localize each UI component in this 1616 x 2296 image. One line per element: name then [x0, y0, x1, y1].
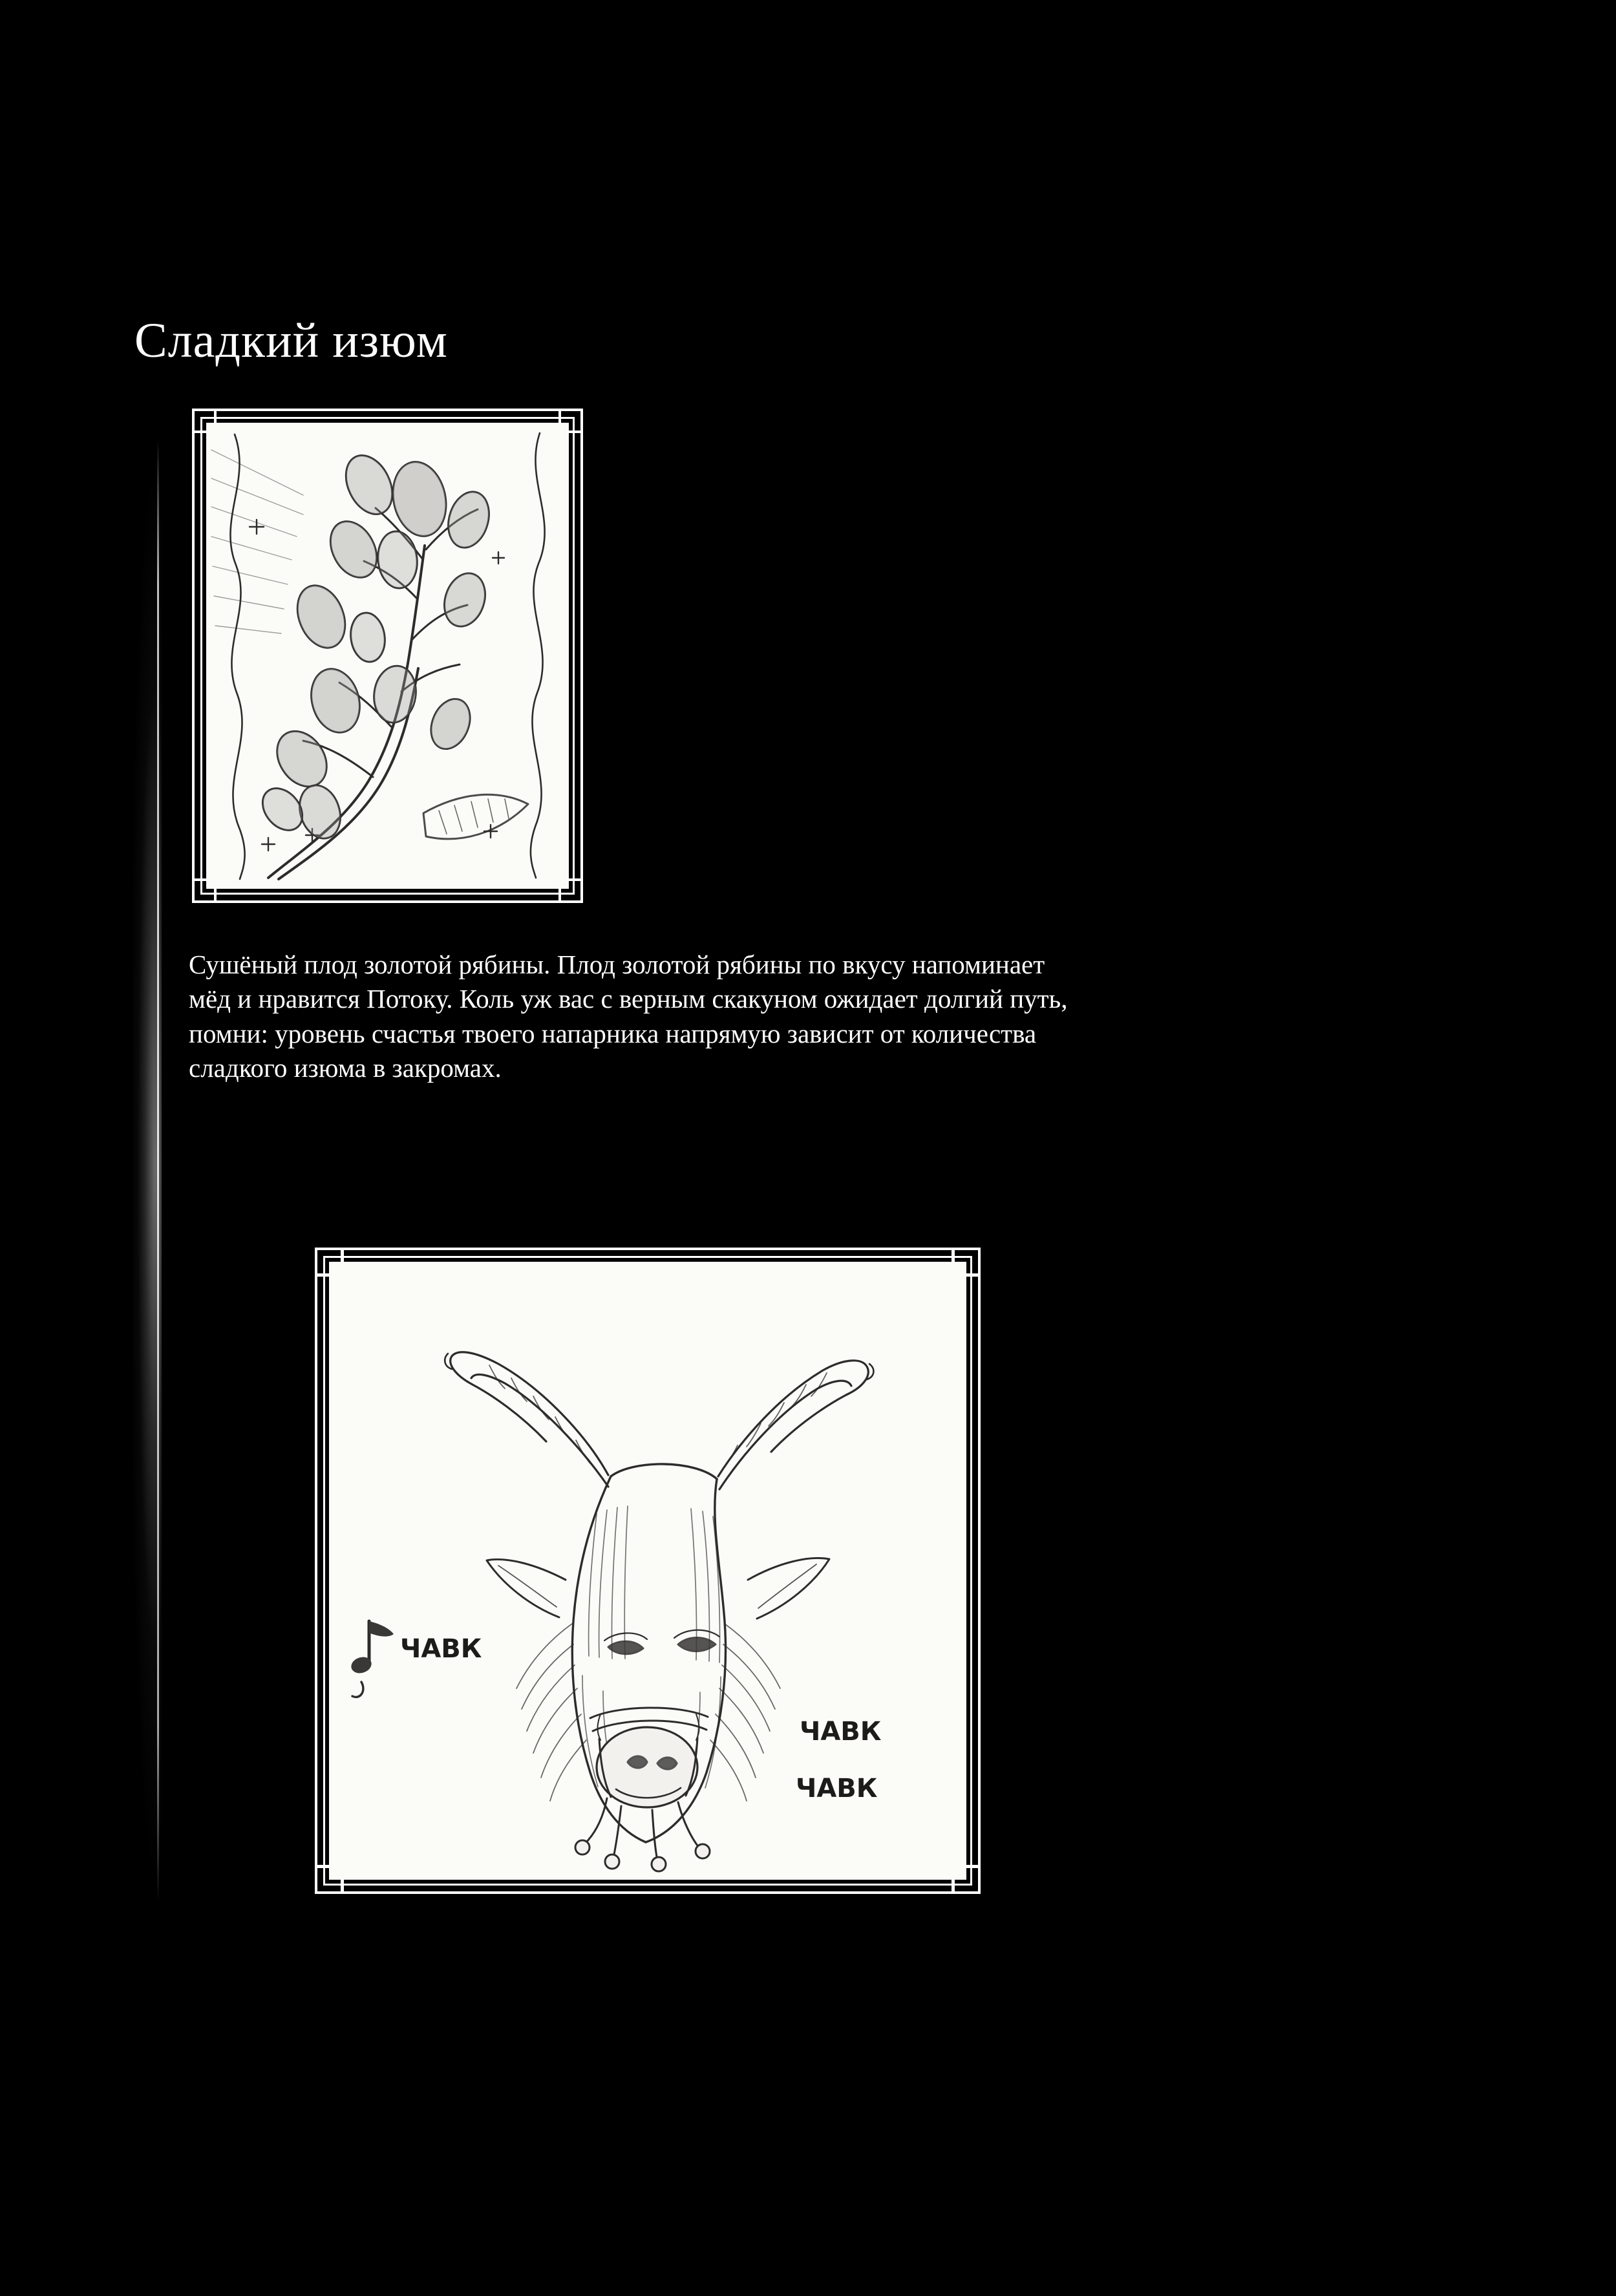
rowan-branch-drawing — [206, 423, 569, 889]
music-note-icon — [349, 1621, 394, 1697]
sfx-text-3: ЧАВК — [796, 1774, 878, 1803]
page-title: Сладкий изюм — [134, 314, 448, 368]
sfx-text-1: ЧАВК — [400, 1634, 482, 1664]
illustration-horse-eating-sketch — [315, 1248, 981, 1894]
illustration-plate — [329, 1262, 966, 1880]
sfx-text-2: ЧАВК — [800, 1717, 882, 1747]
article-body: Сушёный плод золотой рябины. Плод золотой рябины по вкусу напоминает мёд и нравится Потоку. Коль уж вас с верным скакуном ожидает долгий путь, помни: уровень счастья твоего напарника напрямую зависит от количества сладкого изюма в закромах. — [189, 950, 1068, 1083]
left-vertical-rule — [157, 440, 159, 1900]
illustration-golden-rowan-branch — [192, 409, 583, 903]
horse-head-drawing — [329, 1262, 966, 1880]
illustration-plate — [206, 423, 569, 889]
